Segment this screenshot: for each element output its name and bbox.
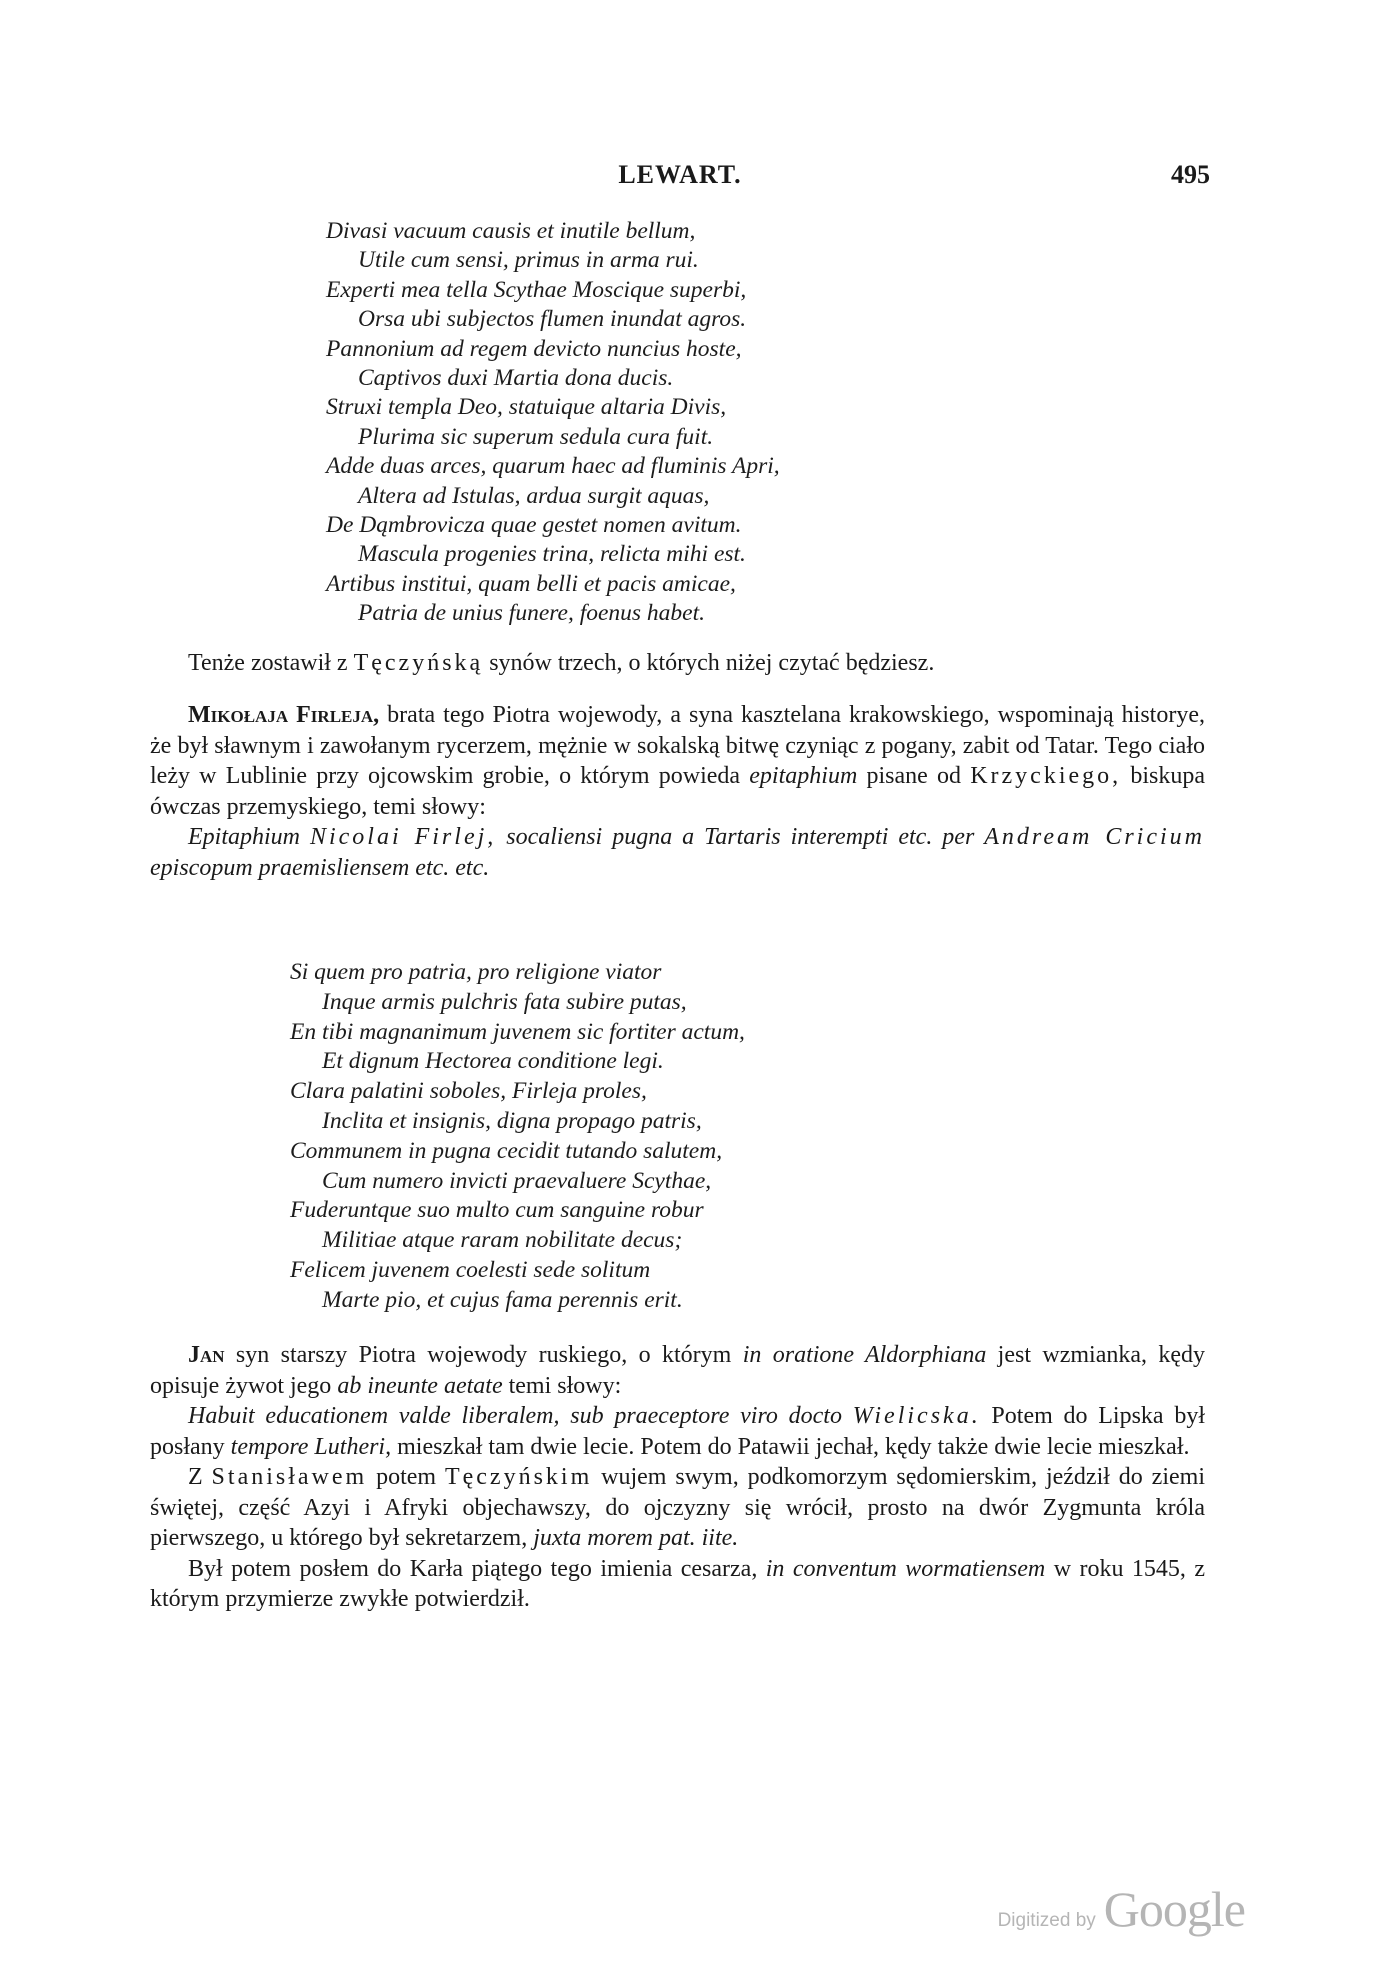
poem1-line: Patria de unius funere, foenus habet. (358, 600, 706, 627)
running-title: LEWART. (618, 160, 742, 189)
digitized-watermark (998, 1880, 1245, 1938)
para6-text-2: w roku 1545, z którym przymierze zwykłe potwierdził. (150, 1555, 1205, 1612)
poem2-line: En tibi magnanimum juvenem sic fortiter actum, (290, 1018, 745, 1045)
para5-italic: juxta morem pat. iite. (533, 1525, 739, 1551)
para6-italic: in conventum wormatiensem (765, 1555, 1046, 1582)
para5-text-1: Z (188, 1464, 212, 1490)
epitaph-title-3: episcopum praemisliensem etc. etc. (150, 854, 490, 881)
poem1-line: Divasi vacuum causis et inutile bellum, (326, 218, 696, 244)
poem2-line: Militiae atque raram nobilitate decus; (322, 1227, 683, 1254)
poem1-line: Altera ad Istulas, ardua surgit aquas, (358, 482, 710, 509)
poem-epitaph-piotr (326, 217, 780, 629)
poem-epitaph-mikolaj (290, 958, 745, 1316)
para2-text-2: pisane od (857, 763, 971, 789)
epitaph-title-1: Epitaphium (188, 824, 310, 850)
author-name: Krzyckiego, (970, 763, 1122, 789)
para4-text-1: Potem do Lipska był posłany (150, 1403, 1205, 1460)
para4-text-2: mieszkał tam dwie lecie. Potem do Patawii jechał, kędy także dwie lecie mieszkał. (391, 1433, 1190, 1460)
poem2-line: Felicem juvenem coelesti sede solitum (290, 1256, 651, 1283)
para1-after: synów trzech, o których niżej czytać będziesz. (483, 650, 935, 676)
para3-text-1: syn starszy Piotra wojewody ruskiego, o którym (224, 1342, 743, 1368)
poem2-line: Cum numero invicti praevaluere Scythae, (322, 1167, 712, 1194)
person-name-stanislaw: Stanisławem (211, 1464, 368, 1490)
google-logo: Google (1103, 1881, 1245, 1937)
poem1-line: Struxi templa Deo, statuique altaria Divis, (326, 394, 727, 421)
section-jan (150, 1340, 1205, 1615)
para4-italic-1: Habuit educationem valde liberalem, sub praeceptore viro docto (188, 1403, 853, 1429)
poem1-line: Pannonium ad regem devicto nuncius hoste, (326, 335, 742, 362)
para5-text-2: potem (367, 1464, 445, 1490)
poem2-line: Marte pio, et cujus fama perennis erit. (322, 1286, 683, 1313)
poem2-line: Inque armis pulchris fata subire putas, (322, 988, 687, 1015)
poem2-line: Clara palatini soboles, Firleja proles, (290, 1078, 647, 1105)
poem2-line: Fuderuntque suo multo cum sanguine robur (290, 1197, 704, 1224)
watermark-digitized-by: Digitized by (997, 1910, 1096, 1931)
epitaph-title-2: socaliensi pugna a Tartaris interempti etc. per (496, 824, 985, 850)
person-name-jan: Jan (188, 1342, 225, 1368)
poem1-line: Artibus institui, quam belli et pacis amicae, (326, 570, 736, 597)
poem2-line: Et dignum Hectorea conditione legi. (322, 1048, 664, 1075)
para2-italic: epitaphium (749, 763, 858, 789)
epitaph-name: Nicolai Firlej, (309, 824, 497, 850)
teacher-name: Wielicska. (852, 1403, 981, 1429)
poem1-line: Adde duas arces, quarum haec ad fluminis Apri, (326, 453, 780, 480)
poem2-line: Si quem pro patria, pro religione viator (290, 959, 662, 985)
para3-text-3: temi słowy: (502, 1372, 622, 1399)
para5-text-3: wujem swym, podkomorzym sędomierskim, jeździł do ziemi świętej, część Azyi i Afryki objechawszy, do ojczyzny się wrócił, prosto na dwór Zygmunta króla pierwszego, u którego był sekretarzem, (150, 1464, 1205, 1551)
para3-italic-2: ab ineunte aetate (337, 1372, 503, 1399)
person-name-teczynski: Tęczyńskim (444, 1464, 593, 1490)
person-name: Tęczyńską (353, 650, 484, 676)
para1-before: Tenże zostawił z (188, 650, 354, 676)
para3-italic-1: in oratione Aldorphiana (742, 1342, 987, 1368)
epitaph-author: Andream Cricium (984, 824, 1205, 850)
para3-text-2: jest wzmianka, kędy opisuje żywot jego (150, 1342, 1206, 1399)
poem1-line: Utile cum sensi, primus in arma rui. (358, 247, 699, 274)
poem1-line: Orsa ubi subjectos flumen inundat agros. (358, 306, 747, 333)
poem1-line: Mascula progenies trina, relicta mihi est. (358, 541, 746, 568)
page-number: 495 (1171, 160, 1210, 189)
person-name-mikolaj: Mikołaja Firleja, (188, 702, 380, 728)
para6-text-1: Był potem posłem do Karła piątego tego imienia cesarza, (188, 1555, 766, 1582)
para2-text-1: brata tego Piotra wojewody, a syna kasztelana krakowskiego, wspominają historye, że był sławnym i zawołanym rycerzem, mężnie w sokalską bitwę czyniąc z pogany, zabit od Tatar. Tego ciało leży w Lublinie przy ojcowskim grobie, o którym powieda (150, 702, 1205, 789)
section-mikolaj (150, 700, 1205, 883)
poem2-line: Inclita et insignis, digna propago patris, (322, 1107, 702, 1134)
page-header (150, 160, 1210, 200)
para4-italic-2: tempore Lutheri, (230, 1433, 392, 1460)
poem1-line: Plurima sic superum sedula cura fuit. (358, 423, 714, 450)
para2-text-3: biskupa ówczas przemyskiego, temi słowy: (150, 763, 1205, 820)
poem1-line: De Dąmbrovicza quae gestet nomen avitum. (326, 512, 742, 539)
poem1-line: Experti mea tella Scythae Moscique superbi, (326, 276, 747, 303)
poem2-line: Communem in pugna cecidit tutando salutem, (290, 1137, 723, 1164)
paragraph-sons (150, 648, 1205, 679)
poem1-line: Captivos duxi Martia dona ducis. (358, 365, 674, 392)
